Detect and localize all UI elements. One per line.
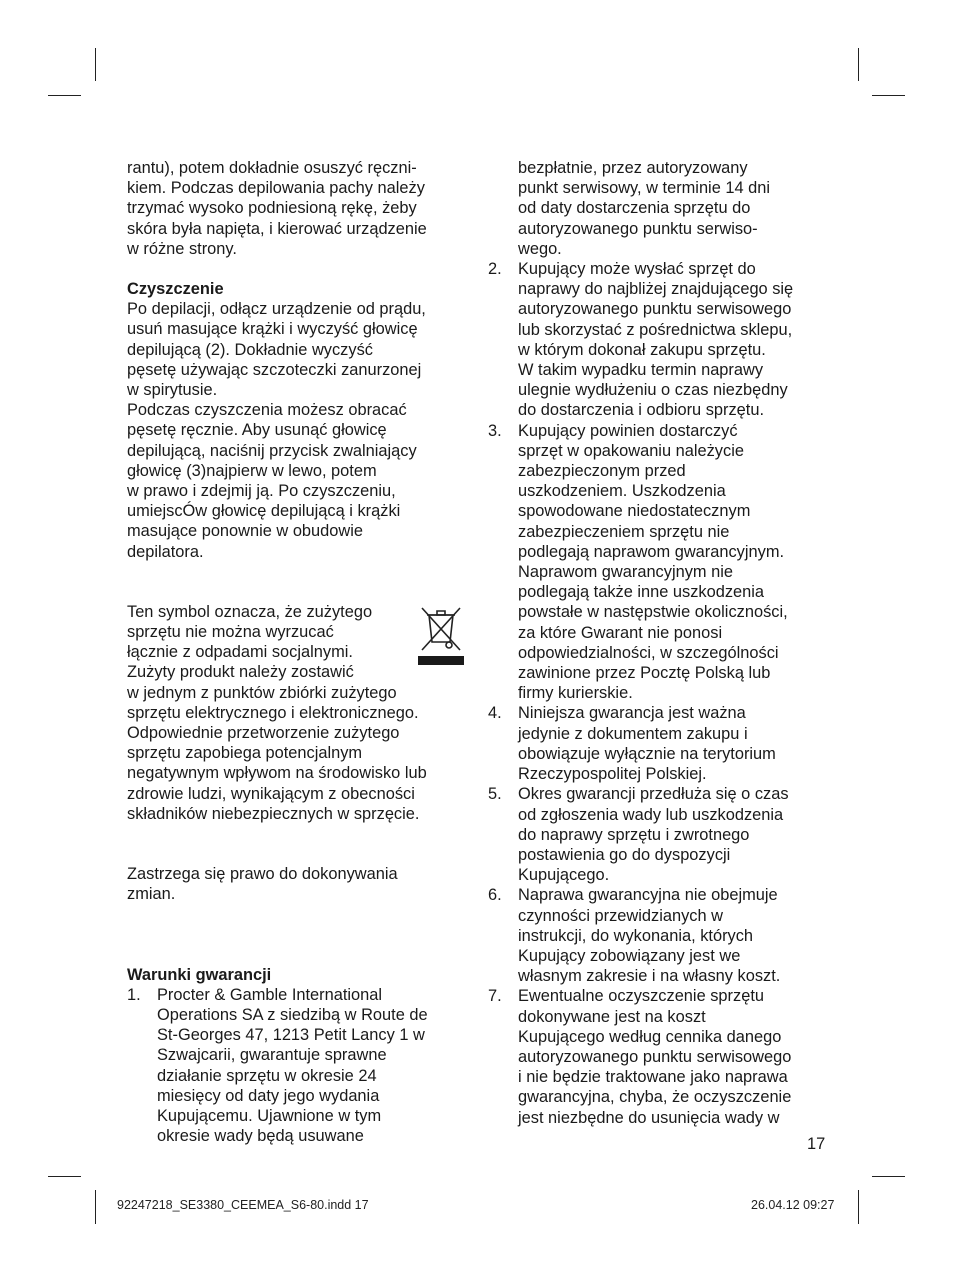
warranty-item-continuation: bezpłatnie, przez autoryzowany punkt serwisowy, w terminie 14 dni od daty dostarczenia sprzętu do autoryzowanego punktu serwiso- wego. [518, 159, 771, 258]
cleaning-paragraph-2: Podczas czyszczenia możesz obracać pęsetę ręcznie. Aby usunąć głowicę depilującą, naciśnij przycisk zwalniający głowicę (3)najpierw w lewo, potem w prawo i zdejmij ją. Po czyszczeniu, umiejscÓw głowicę depilującą i krążki masujące ponownie w obudowie depilatora. [127, 401, 417, 561]
warranty-heading: Warunki gwarancji [127, 965, 272, 984]
left-column [127, 158, 472, 1146]
warranty-item [127, 985, 472, 1147]
crop-mark [858, 1190, 859, 1224]
warranty-item-number: 5. [488, 785, 502, 804]
weee-paragraph-top: Ten symbol oznacza, że zużytego sprzętu nie można wyrzucać łącznie z odpadami socjalnymi. Zużyty produkt należy zostawić [127, 602, 373, 682]
warranty-item-text: Okres gwarancji przedłuża się o czas od zgłoszenia wady lub uszkodzenia do naprawy sprzętu i zwrotnego postawienia go do dyspozycji Kupującego. [518, 785, 789, 885]
warranty-item-number: 7. [488, 987, 502, 1006]
reservation-paragraph: Zastrzega się prawo do dokonywania zmian. [127, 865, 398, 904]
cleaning-paragraph: Po depilacji, odłącz urządzenie od prądu, usuń masujące krążki i wyczyść głowicę depilującą (2). Dokładnie wyczyść pęsetę używając szczoteczki zanurzonej w spirytusie. [127, 300, 426, 400]
crop-mark [95, 1190, 96, 1224]
right-column [488, 158, 833, 1128]
warranty-item [488, 259, 833, 421]
warranty-item-number: 6. [488, 886, 502, 905]
crossed-out-wheelie-bin-icon [418, 604, 464, 666]
crop-mark [872, 1176, 905, 1177]
warranty-item-text: Ewentualne oczyszczenie sprzętu dokonywane jest na koszt Kupującego według cennika danego autoryzowanego punktu serwisowego i nie będzie traktowane jako naprawa gwarancyjna, chyba, że oczyszczenie jest niezbędne do usunięcia wady w [518, 987, 792, 1127]
footer-file-name: 92247218_SE3380_CEEMEA_S6-80.indd 17 [117, 1198, 369, 1212]
cleaning-heading: Czyszczenie [127, 280, 224, 299]
crop-mark [95, 48, 96, 81]
warranty-item [488, 784, 833, 885]
warranty-item [488, 421, 833, 704]
warranty-item-text: Naprawa gwarancyjna nie obejmuje czynności przewidzianych w instrukcji, do wykonania, których Kupujący zobowiązany jest we własnym zakresie i na własny koszt. [518, 886, 781, 986]
warranty-item-number: 3. [488, 421, 502, 440]
warranty-item [488, 986, 833, 1127]
weee-paragraph-rest: w jednym z punktów zbiórki zużytego sprzętu elektrycznego i elektronicznego. Odpowiednie przetworzenie zużytego sprzętu zapobiega potencjalnym negatywnym wpływom na środowisko lub zdrowie ludzi, wynikającym z obecności składników niebezpiecznych w sprzęcie. [127, 683, 427, 823]
warranty-item-number: 1. [127, 985, 141, 1004]
weee-notice [127, 602, 472, 683]
warranty-item-text: Niniejsza gwarancja jest ważna jedynie z dokumentem zakupu i obowiązuje wyłącznie na terytorium Rzeczypospolitej Polskiej. [518, 704, 776, 784]
crop-mark [872, 95, 905, 96]
warranty-item [488, 885, 833, 986]
warranty-item-number: 2. [488, 260, 502, 279]
intro-paragraph: rantu), potem dokładnie osuszyć ręczni- kiem. Podczas depilowania pachy należy trzymać wysoko podniesioną rękę, żeby skóra była napięta, i kierować urządzenie w różne strony. [127, 159, 427, 258]
crop-mark [48, 1176, 81, 1177]
warranty-item-text: Kupujący powinien dostarczyć sprzęt w opakowaniu należycie zabezpieczonym przed uszkodzeniem. Uszkodzenia spowodowane niedostatecznym zabezpieczeniem sprzętu nie podlegają naprawom gwarancyjnym. Naprawom gwarancyjnym nie podlegają także inne uszkodzenia powstałe w następstwie okoliczności, za które Gwarant nie ponosi odpowiedzialności, w szczególności zawinione przez Pocztę Polską lub firmy kurierskie. [518, 421, 788, 703]
warranty-item-text: Procter & Gamble International Operations SA z siedzibą w Route de St-Georges 47, 1213 Petit Lancy 1 w Szwajcarii, gwarantuje sprawne działanie sprzętu w okresie 24 miesięcy od daty jego wydania Kupującemu. Ujawnione w tym okresie wady będą usuwane [157, 985, 428, 1146]
warranty-item [488, 703, 833, 784]
page-number: 17 [807, 1135, 826, 1153]
crop-mark [48, 95, 81, 96]
crop-mark [858, 48, 859, 81]
warranty-item-number: 4. [488, 704, 502, 723]
footer-timestamp: 26.04.12 09:27 [751, 1198, 835, 1212]
warranty-item-text: Kupujący może wysłać sprzęt do naprawy do najbliżej znajdującego się autoryzowanego punktu serwisowego lub skorzystać z pośrednictwa sklepu, w którym dokonał zakupu sprzętu. W takim wypadku termin naprawy ulegnie wydłużeniu o czas niezbędny do dostarczenia i odbioru sprzętu. [518, 260, 794, 420]
